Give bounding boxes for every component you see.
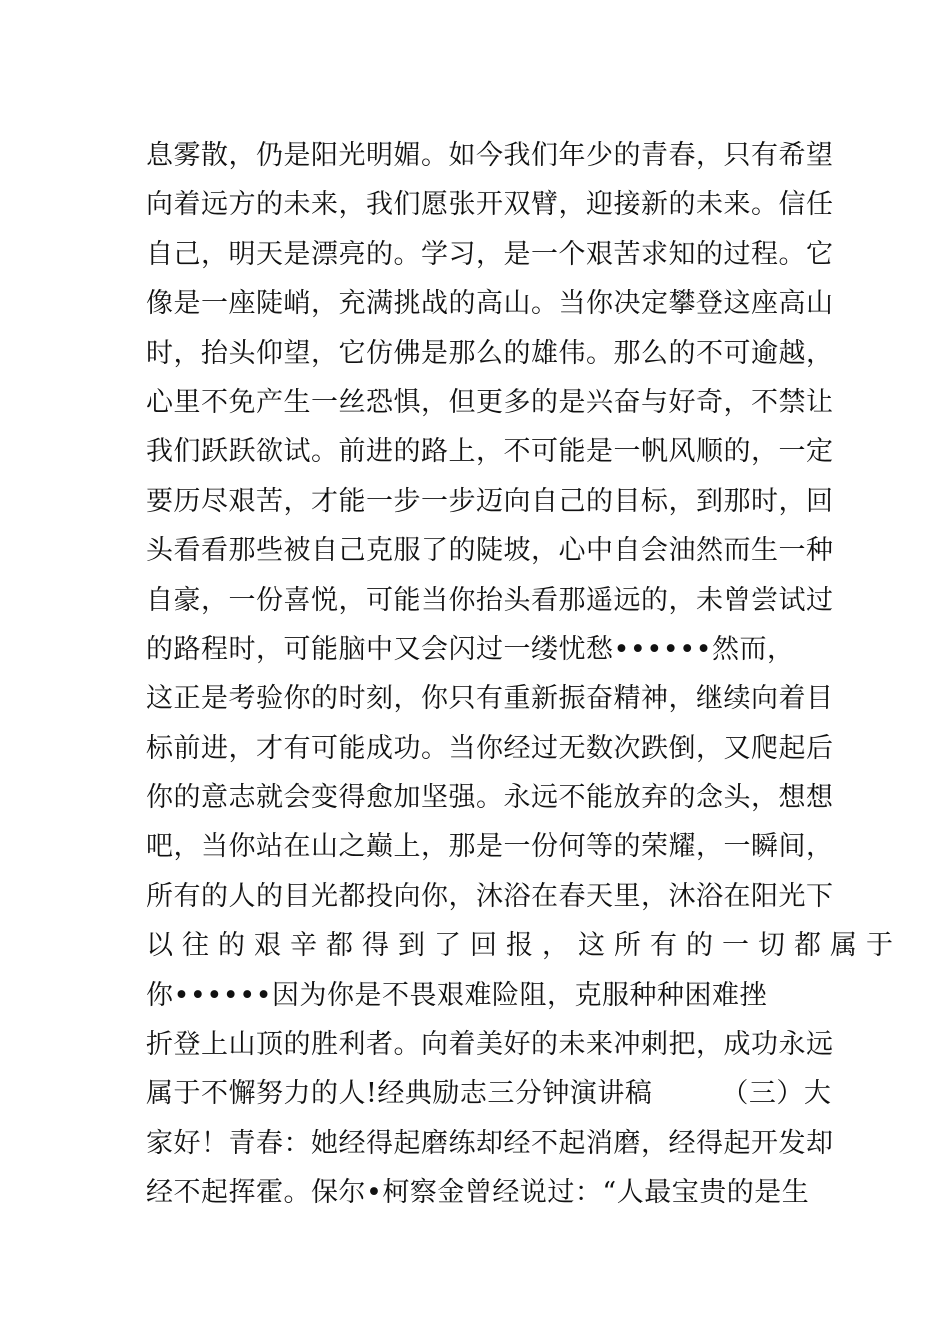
text-line-7: 我们跃跃欲试。前进的路上，不可能是一帆风顺的，一定 (146, 436, 834, 468)
text-line-5: 时，抬头仰望，它仿佛是那么的雄伟。那么的不可逾越， (146, 337, 834, 369)
text-line-21: 家好！青春：她经得起磨练却经不起消磨，经得起开发却 (146, 1127, 834, 1159)
text-line-4: 像是一座陡峭，充满挑战的高山。当你决定攀登这座高山 (146, 288, 834, 320)
text-line-9: 头看看那些被自己克服了的陡坡，心中自会油然而生一种 (146, 535, 834, 567)
text-line-18: 你••••••因为你是不畏艰难险阻，克服种种困难挫 (146, 979, 768, 1011)
text-line-16: 所有的人的目光都投向你，沐浴在春天里，沐浴在阳光下 (146, 880, 834, 912)
text-line-10: 自豪，一份喜悦，可能当你抬头看那遥远的，未曾尝试过 (146, 584, 834, 616)
text-line-3: 自己，明天是漂亮的。学习，是一个艰苦求知的过程。它 (146, 238, 834, 270)
text-line-22: 经不起挥霍。保尔•柯察金曾经说过：“人最宝贵的是生 (146, 1177, 810, 1209)
text-line-11: 的路程时，可能脑中又会闪过一缕忧愁••••••然而， (146, 633, 795, 665)
body-text (146, 131, 902, 1218)
text-line-8: 要历尽艰苦，才能一步一步迈向自己的目标，到那时，回 (146, 485, 834, 517)
text-line-12: 这正是考验你的时刻，你只有重新振奋精神，继续向着目 (146, 683, 834, 715)
text-line-15: 吧，当你站在山之巅上，那是一份何等的荣耀，一瞬间， (146, 831, 834, 863)
text-line-19: 折登上山顶的胜利者。向着美好的未来冲刺把，成功永远 (146, 1029, 834, 1061)
text-line-1: 息雾散，仍是阳光明媚。如今我们年少的青春，只有希望 (146, 140, 834, 171)
text-line-14: 你的意志就会变得愈加坚强。永远不能放弃的念头，想想 (146, 782, 834, 814)
text-line-20: 属于不懈努力的人!经典励志三分钟演讲稿 （三）大 (146, 1078, 832, 1110)
text-line-6: 心里不免产生一丝恐惧，但更多的是兴奋与好奇，不禁让 (146, 386, 834, 418)
text-line-2: 向着远方的未来，我们愿张开双臂，迎接新的未来。信任 (146, 189, 834, 221)
text-line-17: 以往的艰辛都得到了回报，这所有的一切都属于 (146, 930, 902, 962)
text-line-13: 标前进，才有可能成功。当你经过无数次跌倒，又爬起后 (146, 732, 834, 764)
